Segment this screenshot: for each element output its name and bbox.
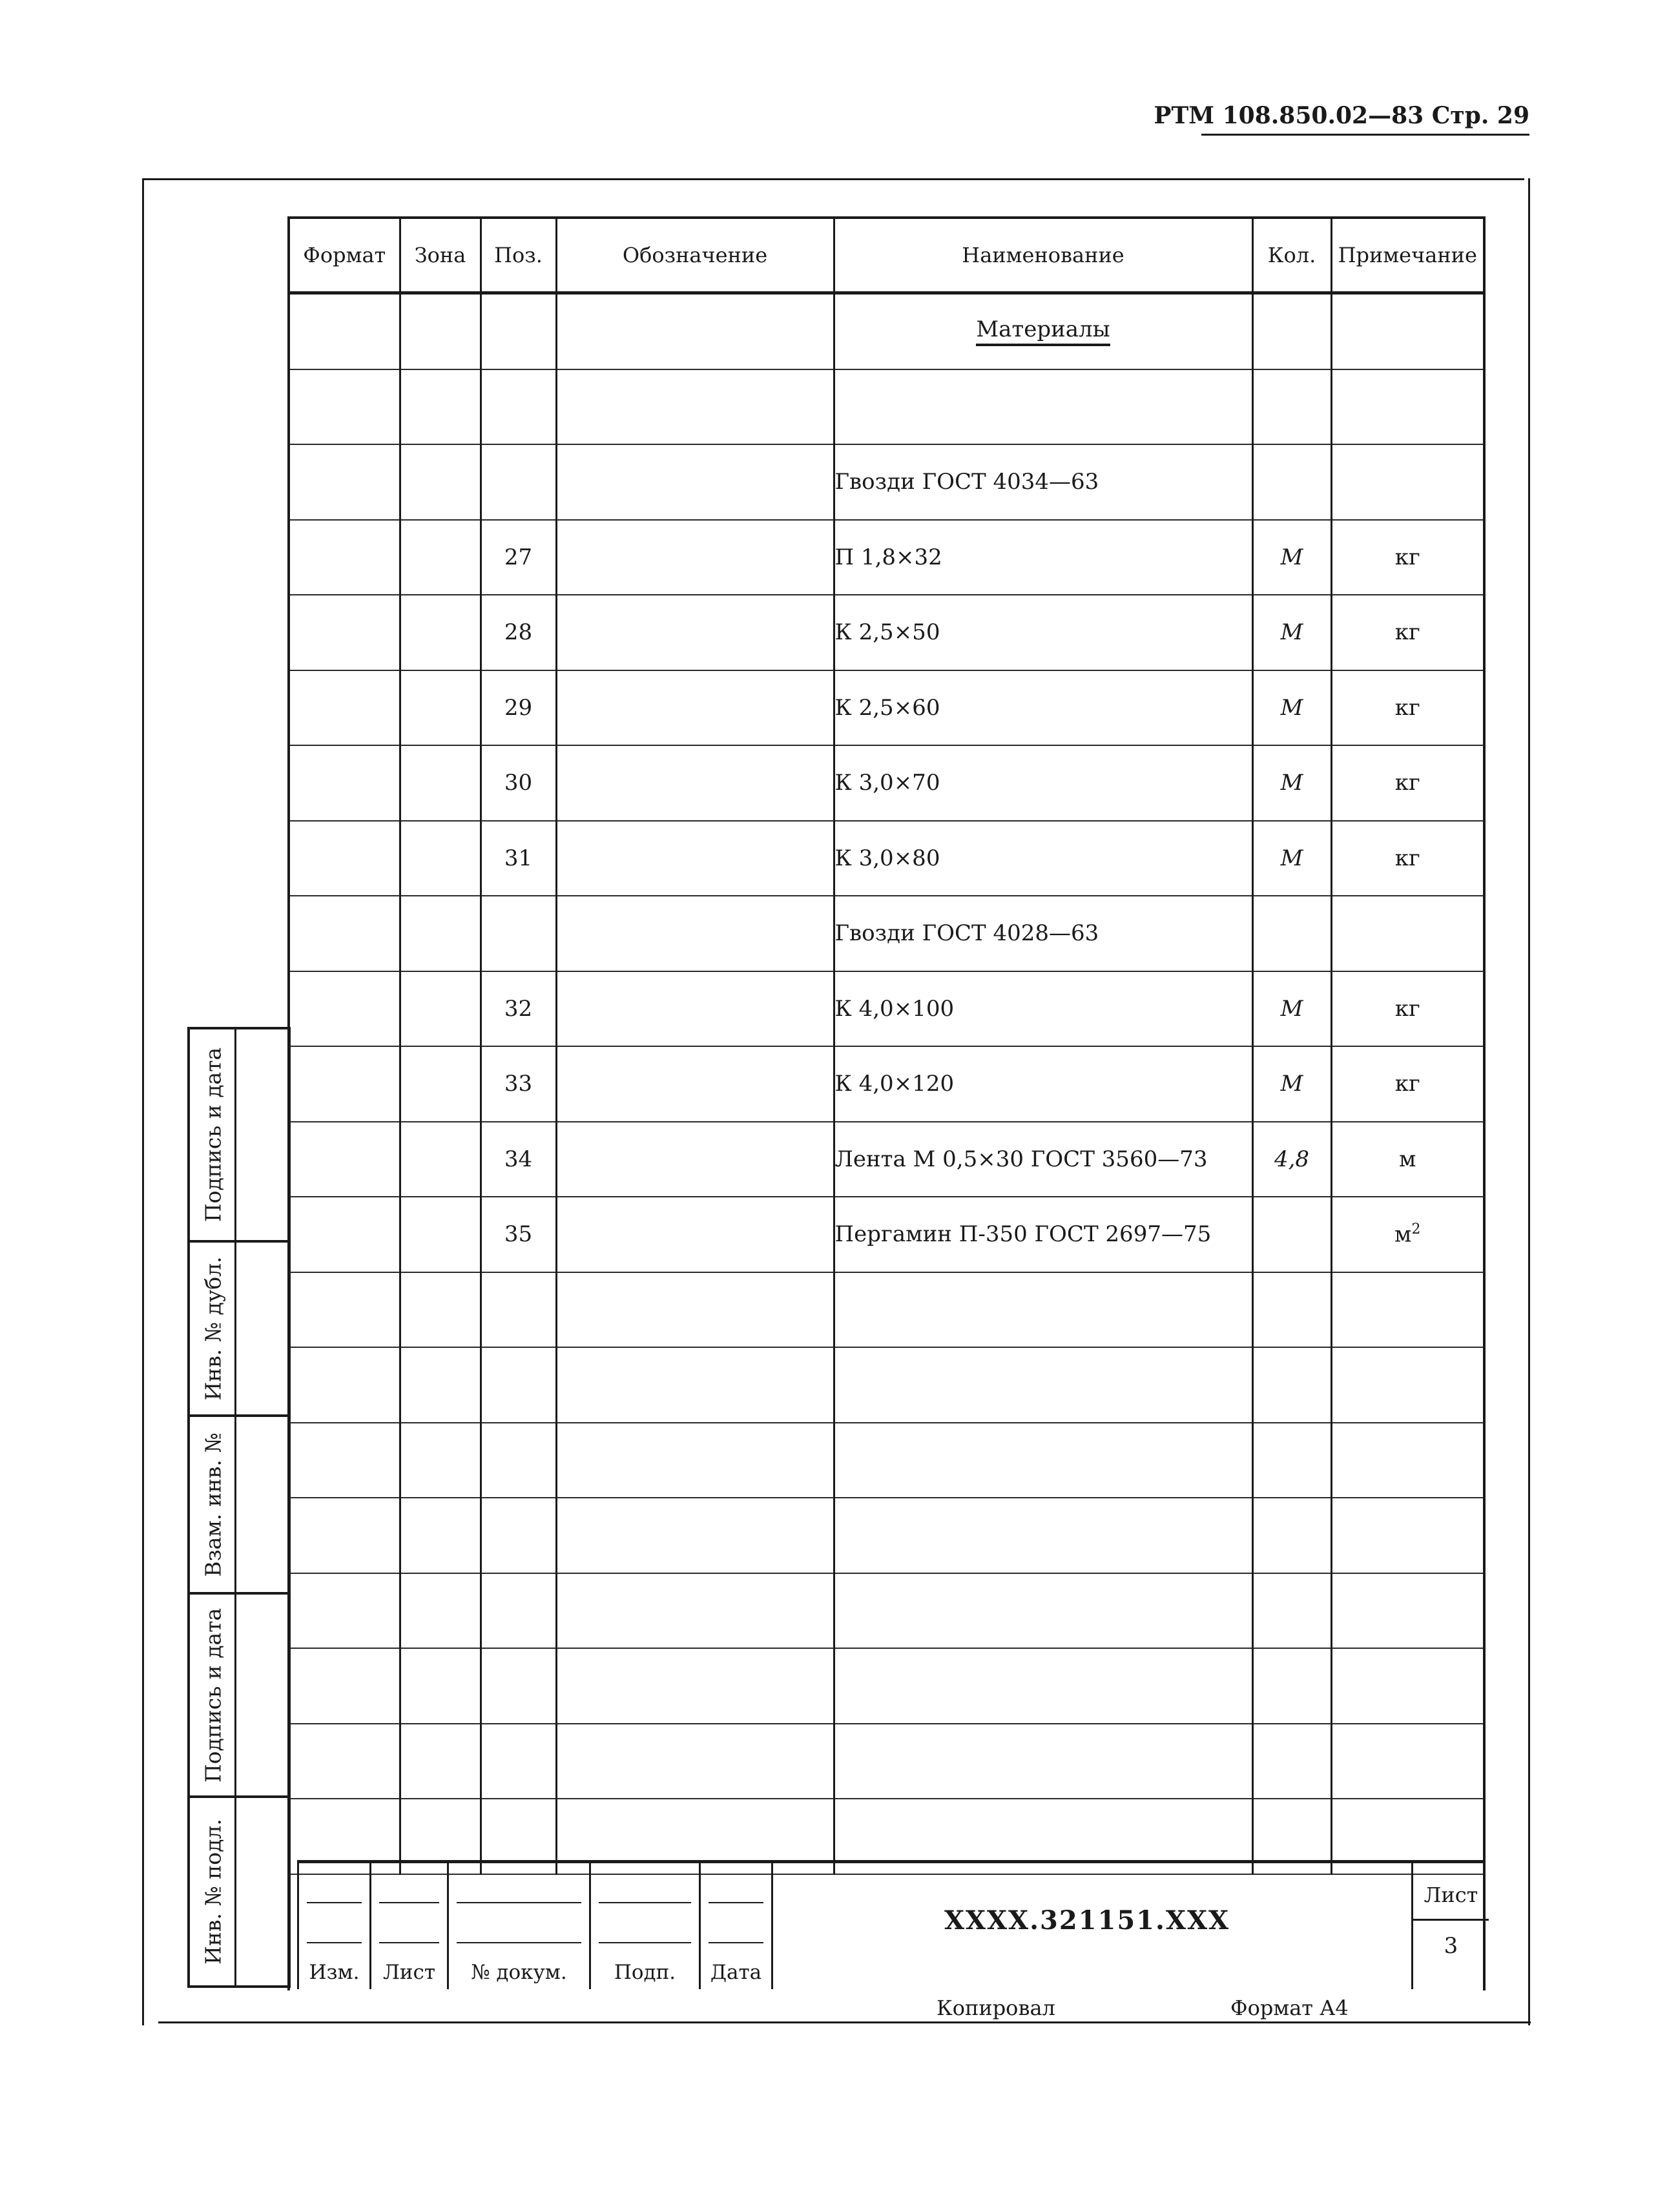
cell-note-text: кг bbox=[1394, 995, 1420, 1022]
title-block-col bbox=[701, 1863, 773, 1989]
cell-pos bbox=[481, 1573, 556, 1649]
cell-pos bbox=[481, 369, 556, 445]
cell-note bbox=[1331, 896, 1483, 971]
side-label: Инв. № дубл. bbox=[200, 1256, 226, 1401]
cell-qty-text: М bbox=[1280, 1071, 1303, 1097]
cell-name bbox=[834, 1423, 1252, 1498]
side-label: Взам. инв. № bbox=[200, 1432, 226, 1577]
sheet-number: 3 bbox=[1444, 1933, 1458, 1959]
side-cell bbox=[190, 1029, 288, 1243]
cell-format bbox=[290, 1046, 400, 1122]
cell-name bbox=[834, 1197, 1252, 1272]
cell-format bbox=[290, 595, 400, 670]
cell-pos bbox=[481, 1498, 556, 1573]
cell-pos-text: 30 bbox=[504, 770, 533, 796]
specification-table bbox=[290, 219, 1483, 1875]
column-header-zone: Зона bbox=[400, 219, 481, 293]
cell-pos-text: 29 bbox=[504, 694, 533, 721]
cell-note-text: м bbox=[1399, 1146, 1416, 1172]
cell-qty bbox=[1252, 971, 1331, 1047]
column-header-note: Примечание bbox=[1331, 219, 1483, 293]
cell-qty bbox=[1252, 1648, 1331, 1724]
cell-zone bbox=[400, 670, 481, 746]
cell-zone bbox=[400, 1573, 481, 1649]
cell-name bbox=[834, 444, 1252, 520]
cell-note bbox=[1331, 595, 1483, 670]
table-row bbox=[290, 745, 1483, 821]
cell-name bbox=[834, 1498, 1252, 1573]
cell-name bbox=[834, 896, 1252, 971]
cell-pos bbox=[481, 1724, 556, 1799]
cell-pos bbox=[481, 1648, 556, 1724]
cell-qty-text: М bbox=[1280, 619, 1303, 646]
cell-note bbox=[1331, 293, 1483, 369]
cell-format bbox=[290, 896, 400, 971]
cell-designation bbox=[556, 1573, 834, 1649]
cell-designation bbox=[556, 1046, 834, 1122]
frame-right-border bbox=[1528, 178, 1530, 2025]
cell-qty-text: 4,8 bbox=[1274, 1146, 1310, 1172]
cell-qty bbox=[1252, 1573, 1331, 1649]
cell-pos-text: 33 bbox=[504, 1071, 533, 1097]
cell-format bbox=[290, 1648, 400, 1724]
title-block-label: № докум. bbox=[471, 1961, 567, 1984]
cell-designation bbox=[556, 1122, 834, 1197]
cell-qty bbox=[1252, 1122, 1331, 1197]
cell-zone bbox=[400, 444, 481, 520]
cell-zone bbox=[400, 896, 481, 971]
cell-name bbox=[834, 369, 1252, 445]
column-header-format: Формат bbox=[290, 219, 400, 293]
cell-note-text: кг bbox=[1394, 1071, 1420, 1097]
title-block-label: Изм. bbox=[309, 1961, 360, 1984]
cell-note-text: кг bbox=[1394, 770, 1420, 796]
cell-qty bbox=[1252, 1724, 1331, 1799]
cell-zone bbox=[400, 971, 481, 1047]
table-row bbox=[290, 520, 1483, 595]
cell-name bbox=[834, 670, 1252, 746]
table-row bbox=[290, 1724, 1483, 1799]
cell-pos-text: 34 bbox=[504, 1146, 533, 1172]
document-code: XXXX.321151.XXX bbox=[944, 1905, 1230, 1936]
cell-pos-text: 27 bbox=[504, 544, 533, 570]
cell-qty-text: М bbox=[1280, 770, 1303, 796]
table-row bbox=[290, 1648, 1483, 1724]
cell-designation bbox=[556, 293, 834, 369]
cell-zone bbox=[400, 595, 481, 670]
cell-zone bbox=[400, 1724, 481, 1799]
table-row bbox=[290, 595, 1483, 670]
cell-pos bbox=[481, 1122, 556, 1197]
sheet-label: Лист bbox=[1424, 1883, 1478, 1907]
cell-format bbox=[290, 1498, 400, 1573]
side-label: Подпись и дата bbox=[200, 1607, 226, 1783]
cell-zone bbox=[400, 821, 481, 896]
sheet-cell bbox=[1411, 1863, 1489, 1989]
cell-pos bbox=[481, 1272, 556, 1348]
cell-format bbox=[290, 971, 400, 1047]
footer-copied: Копировал bbox=[937, 1996, 1055, 2020]
cell-qty bbox=[1252, 1498, 1331, 1573]
side-cell bbox=[190, 1243, 288, 1417]
cell-zone bbox=[400, 1347, 481, 1423]
cell-format bbox=[290, 520, 400, 595]
cell-qty-text: М bbox=[1280, 544, 1303, 570]
column-header-pos: Поз. bbox=[481, 219, 556, 293]
cell-qty bbox=[1252, 821, 1331, 896]
cell-name-text: К 3,0×80 bbox=[834, 845, 940, 871]
cell-note bbox=[1331, 971, 1483, 1047]
cell-designation bbox=[556, 1197, 834, 1272]
cell-pos bbox=[481, 971, 556, 1047]
cell-pos bbox=[481, 821, 556, 896]
cell-note bbox=[1331, 1197, 1483, 1272]
cell-designation bbox=[556, 670, 834, 746]
cell-qty bbox=[1252, 1272, 1331, 1348]
cell-note bbox=[1331, 821, 1483, 896]
cell-name bbox=[834, 1573, 1252, 1649]
cell-name bbox=[834, 1272, 1252, 1348]
table-row bbox=[290, 821, 1483, 896]
cell-qty bbox=[1252, 293, 1331, 369]
side-label: Подпись и дата bbox=[200, 1047, 226, 1223]
side-label: Инв. № подл. bbox=[200, 1819, 226, 1965]
cell-pos bbox=[481, 595, 556, 670]
cell-note bbox=[1331, 1272, 1483, 1348]
page-header: РТМ 108.850.02—83 Стр. 29 bbox=[1154, 102, 1529, 129]
cell-note bbox=[1331, 369, 1483, 445]
title-block-col bbox=[371, 1863, 449, 1989]
side-cell bbox=[190, 1417, 288, 1595]
table-row bbox=[290, 369, 1483, 445]
cell-name bbox=[834, 745, 1252, 821]
cell-designation bbox=[556, 1498, 834, 1573]
cell-pos bbox=[481, 520, 556, 595]
cell-designation bbox=[556, 1423, 834, 1498]
side-cell bbox=[190, 1595, 288, 1798]
cell-zone bbox=[400, 1272, 481, 1348]
table-row bbox=[290, 1498, 1483, 1573]
cell-name bbox=[834, 595, 1252, 670]
title-block-col bbox=[299, 1863, 371, 1989]
table-row bbox=[290, 1122, 1483, 1197]
cell-designation bbox=[556, 595, 834, 670]
cell-note bbox=[1331, 1423, 1483, 1498]
cell-qty bbox=[1252, 520, 1331, 595]
table-row bbox=[290, 1272, 1483, 1348]
cell-zone bbox=[400, 369, 481, 445]
column-header-name: Наименование bbox=[834, 219, 1252, 293]
cell-designation bbox=[556, 745, 834, 821]
cell-designation bbox=[556, 520, 834, 595]
cell-zone bbox=[400, 520, 481, 595]
cell-designation bbox=[556, 369, 834, 445]
cell-note bbox=[1331, 444, 1483, 520]
cell-qty bbox=[1252, 1046, 1331, 1122]
title-block-label: Лист bbox=[382, 1961, 436, 1984]
cell-pos-text: 32 bbox=[504, 995, 533, 1022]
table-row bbox=[290, 1423, 1483, 1498]
cell-name-text: Пергамин П-350 ГОСТ 2697—75 bbox=[834, 1221, 1212, 1248]
cell-qty bbox=[1252, 1197, 1331, 1272]
table-row bbox=[290, 896, 1483, 971]
cell-pos bbox=[481, 1197, 556, 1272]
cell-note-text: кг bbox=[1394, 845, 1420, 871]
title-block-label: Дата bbox=[710, 1961, 762, 1984]
cell-name-text: Гвозди ГОСТ 4034—63 bbox=[834, 469, 1099, 495]
cell-designation bbox=[556, 1272, 834, 1348]
note-superscript: 2 bbox=[1411, 1221, 1421, 1238]
frame-top-border bbox=[142, 178, 1524, 180]
cell-note bbox=[1331, 1498, 1483, 1573]
cell-name bbox=[834, 1046, 1252, 1122]
cell-format bbox=[290, 1423, 400, 1498]
cell-name bbox=[834, 1122, 1252, 1197]
cell-name-text: К 3,0×70 bbox=[834, 770, 940, 796]
cell-qty-text: М bbox=[1280, 845, 1303, 871]
title-block-label: Подп. bbox=[614, 1961, 676, 1984]
cell-format bbox=[290, 1573, 400, 1649]
header-underline bbox=[1201, 134, 1529, 136]
cell-name-text: К 2,5×60 bbox=[834, 694, 940, 721]
cell-format bbox=[290, 444, 400, 520]
cell-note bbox=[1331, 1648, 1483, 1724]
cell-qty bbox=[1252, 670, 1331, 746]
cell-qty bbox=[1252, 444, 1331, 520]
cell-name bbox=[834, 1648, 1252, 1724]
cell-pos bbox=[481, 293, 556, 369]
cell-note bbox=[1331, 1347, 1483, 1423]
table-row bbox=[290, 1046, 1483, 1122]
cell-name-text: Лента М 0,5×30 ГОСТ 3560—73 bbox=[834, 1146, 1208, 1172]
cell-name-text: К 2,5×50 bbox=[834, 619, 940, 646]
cell-name bbox=[834, 1724, 1252, 1799]
cell-format bbox=[290, 1122, 400, 1197]
frame-left-border bbox=[142, 178, 144, 2025]
side-cell bbox=[190, 1798, 288, 1985]
cell-note bbox=[1331, 1573, 1483, 1649]
cell-format bbox=[290, 1347, 400, 1423]
column-header-qty: Кол. bbox=[1252, 219, 1331, 293]
title-block bbox=[297, 1860, 1486, 1989]
table-row bbox=[290, 670, 1483, 746]
cell-name bbox=[834, 293, 1252, 369]
table-row bbox=[290, 1573, 1483, 1649]
cell-note-text: кг bbox=[1394, 544, 1420, 570]
cell-name-text: К 4,0×100 bbox=[834, 995, 955, 1022]
cell-qty bbox=[1252, 595, 1331, 670]
cell-pos bbox=[481, 745, 556, 821]
table-row bbox=[290, 1197, 1483, 1272]
cell-designation bbox=[556, 1648, 834, 1724]
footer-format: Формат А4 bbox=[1230, 1996, 1349, 2020]
table-row bbox=[290, 444, 1483, 520]
cell-zone bbox=[400, 1648, 481, 1724]
frame-bottom-border bbox=[158, 2021, 1531, 2023]
title-block-col bbox=[591, 1863, 701, 1989]
cell-qty-text: М bbox=[1280, 995, 1303, 1022]
cell-zone bbox=[400, 1122, 481, 1197]
cell-note bbox=[1331, 1724, 1483, 1799]
cell-zone bbox=[400, 1197, 481, 1272]
cell-note-text: м bbox=[1394, 1221, 1412, 1248]
table-row bbox=[290, 293, 1483, 369]
cell-qty bbox=[1252, 896, 1331, 971]
cell-designation bbox=[556, 1347, 834, 1423]
cell-format bbox=[290, 670, 400, 746]
cell-zone bbox=[400, 293, 481, 369]
section-heading: Материалы bbox=[976, 316, 1110, 346]
cell-name bbox=[834, 821, 1252, 896]
cell-format bbox=[290, 745, 400, 821]
cell-name-text: Гвозди ГОСТ 4028—63 bbox=[834, 920, 1099, 947]
cell-note-text: кг bbox=[1394, 619, 1420, 646]
cell-designation bbox=[556, 444, 834, 520]
title-block-col bbox=[449, 1863, 591, 1989]
cell-name-text: П 1,8×32 bbox=[834, 544, 942, 570]
cell-note bbox=[1331, 520, 1483, 595]
cell-zone bbox=[400, 1423, 481, 1498]
cell-name bbox=[834, 1347, 1252, 1423]
cell-pos bbox=[481, 896, 556, 971]
cell-zone bbox=[400, 1498, 481, 1573]
cell-pos bbox=[481, 1347, 556, 1423]
cell-note bbox=[1331, 1122, 1483, 1197]
cell-format bbox=[290, 821, 400, 896]
cell-note-text: кг bbox=[1394, 694, 1420, 721]
cell-designation bbox=[556, 896, 834, 971]
cell-pos-text: 28 bbox=[504, 619, 533, 646]
cell-qty-text: М bbox=[1280, 694, 1303, 721]
cell-designation bbox=[556, 821, 834, 896]
specification-table-frame bbox=[287, 216, 1486, 1990]
cell-name bbox=[834, 520, 1252, 595]
table-header-row bbox=[290, 219, 1483, 293]
cell-name-text: К 4,0×120 bbox=[834, 1071, 955, 1097]
cell-pos bbox=[481, 444, 556, 520]
cell-pos bbox=[481, 1046, 556, 1122]
cell-qty bbox=[1252, 1423, 1331, 1498]
cell-qty bbox=[1252, 1347, 1331, 1423]
column-header-designation: Обозначение bbox=[556, 219, 834, 293]
table-row bbox=[290, 1347, 1483, 1423]
cell-qty bbox=[1252, 745, 1331, 821]
cell-name bbox=[834, 971, 1252, 1047]
cell-format bbox=[290, 293, 400, 369]
cell-zone bbox=[400, 1046, 481, 1122]
cell-format bbox=[290, 1272, 400, 1348]
cell-note bbox=[1331, 745, 1483, 821]
cell-designation bbox=[556, 971, 834, 1047]
cell-qty bbox=[1252, 369, 1331, 445]
cell-format bbox=[290, 369, 400, 445]
cell-designation bbox=[556, 1724, 834, 1799]
cell-format bbox=[290, 1724, 400, 1799]
side-stamp-column bbox=[187, 1027, 291, 1988]
cell-pos-text: 35 bbox=[504, 1221, 533, 1248]
cell-pos bbox=[481, 670, 556, 746]
cell-note bbox=[1331, 670, 1483, 746]
table-row bbox=[290, 971, 1483, 1047]
cell-pos-text: 31 bbox=[504, 845, 533, 871]
cell-pos bbox=[481, 1423, 556, 1498]
cell-format bbox=[290, 1197, 400, 1272]
cell-note bbox=[1331, 1046, 1483, 1122]
cell-zone bbox=[400, 745, 481, 821]
